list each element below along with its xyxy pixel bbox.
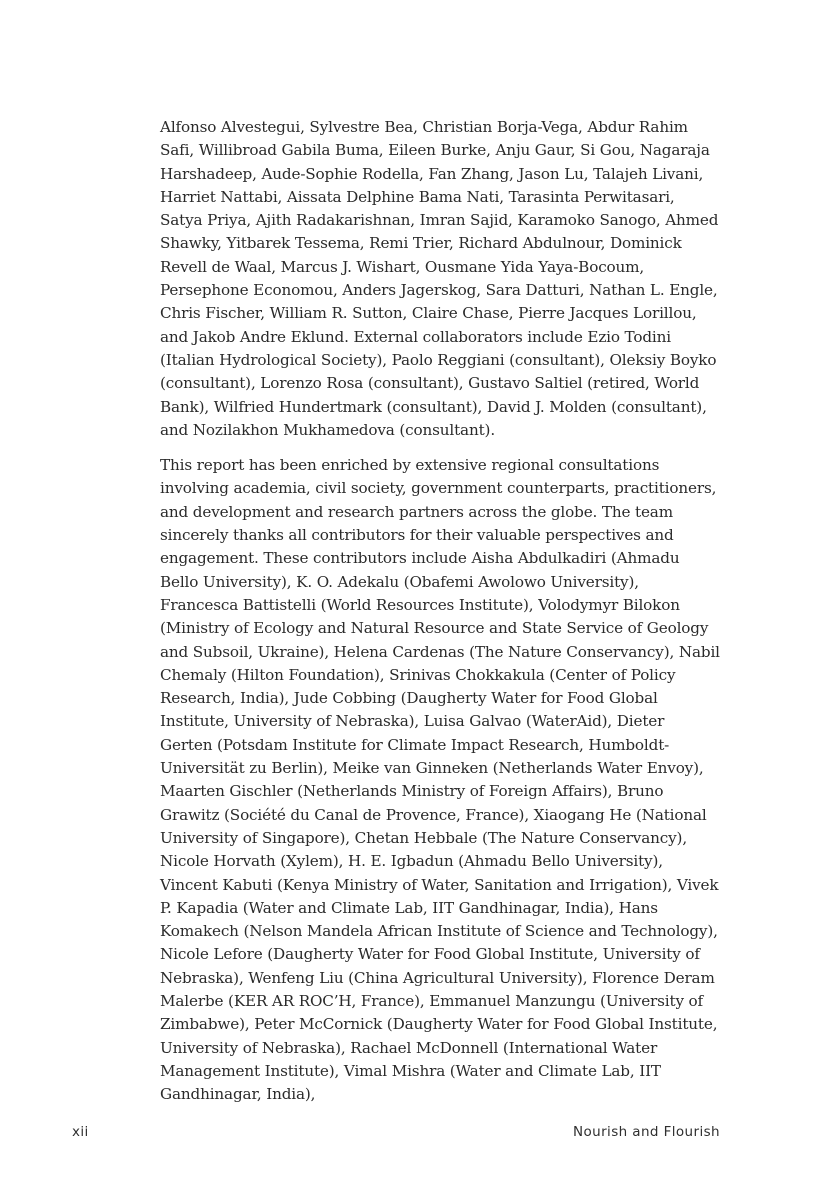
page-body: [160, 116, 720, 1118]
acknowledgments-paragraph-team: Alfonso Alvestegui, Sylvestre Bea, Christian Borja-Vega, Abdur Rahim Safi, Willibroad Gabila Buma, Eileen Burke, Anju Gaur, Si Gou, Nagaraja Harshadeep, Aude-Sophie Rodella, Fan Zhang, Jason Lu, Talajeh Livani, Harriet Nattabi, Aissata Delphine Bama Nati, Tarasinta Perwitasari, Satya Priya, Ajith Radakarishnan, Imran Sajid, Karamoko Sanogo, Ahmed Shawky, Yitbarek Tessema, Remi Trier, Richard Abdulnour, Dominick Revell de Waal, Marcus J. Wishart, Ousmane Yida Yaya-Bocoum, Persephone Economou, Anders Jagerskog, Sara Datturi, Nathan L. Engle, Chris Fischer, William R. Sutton, Claire Chase, Pierre Jacques Lorillou, and Jakob Andre Eklund. External collaborators include Ezio Todini (Italian Hydrological Society), Paolo Reggiani (consultant), Oleksiy Boyko (consultant), Lorenzo Rosa (consultant), Gustavo Saltiel (retired, World Bank), Wilfried Hundertmark (consultant), David J. Molden (consultant), and Nozilakhon Mukhamedova (consultant).: [160, 118, 719, 439]
page-number: xii: [72, 1124, 89, 1140]
running-title: Nourish and Flourish: [572, 1124, 720, 1140]
acknowledgments-paragraph-consultations: This report has been enriched by extensive regional consultations involving academia, civil society, government counterparts, practitioners, and development and research partners across the globe. The team sincerely thanks all contributors for their valuable perspectives and engagement. These contributors include Aisha Abdulkadiri (Ahmadu Bello University), K. O. Adekalu (Obafemi Awolowo University), Francesca Battistelli (World Resources Institute), Volodymyr Bilokon (Ministry of Ecology and Natural Resource and State Service of Geology and Subsoil, Ukraine), Helena Cardenas (The Nature Conservancy), Nabil Chemaly (Hilton Foundation), Srinivas Chokkakula (Center of Policy Research, India), Jude Cobbing (Daugherty Water for Food Global Institute, University of Nebraska), Luisa Galvao (WaterAid), Dieter Gerten (Potsdam Institute for Climate Impact Research, Humboldt-Universität zu Berlin), Meike van Ginneken (Netherlands Water Envoy), Maarten Gischler (Netherlands Ministry of Foreign Affairs), Bruno Grawitz (Société du Canal de Provence, France), Xiaogang He (National University of Singapore), Chetan Hebbale (The Nature Conservancy), Nicole Horvath (Xylem), H. E. Igbadun (Ahmadu Bello University), Vincent Kabuti (Kenya Ministry of Water, Sanitation and Irrigation), Vivek P. Kapadia (Water and Climate Lab, IIT Gandhinagar, India), Hans Komakech (Nelson Mandela African Institute of Science and Technology), Nicole Lefore (Daugherty Water for Food Global Institute, University of Nebraska), Wenfeng Liu (China Agricultural University), Florence Deram Malerbe (KER AR ROC’H, France), Emmanuel Manzungu (University of Zimbabwe), Peter McCornick (Daugherty Water for Food Global Institute, University of Nebraska), Rachael McDonnell (International Water Management Institute), Vimal Mishra (Water and Climate Lab, IIT Gandhinagar, India),: [160, 456, 720, 1104]
